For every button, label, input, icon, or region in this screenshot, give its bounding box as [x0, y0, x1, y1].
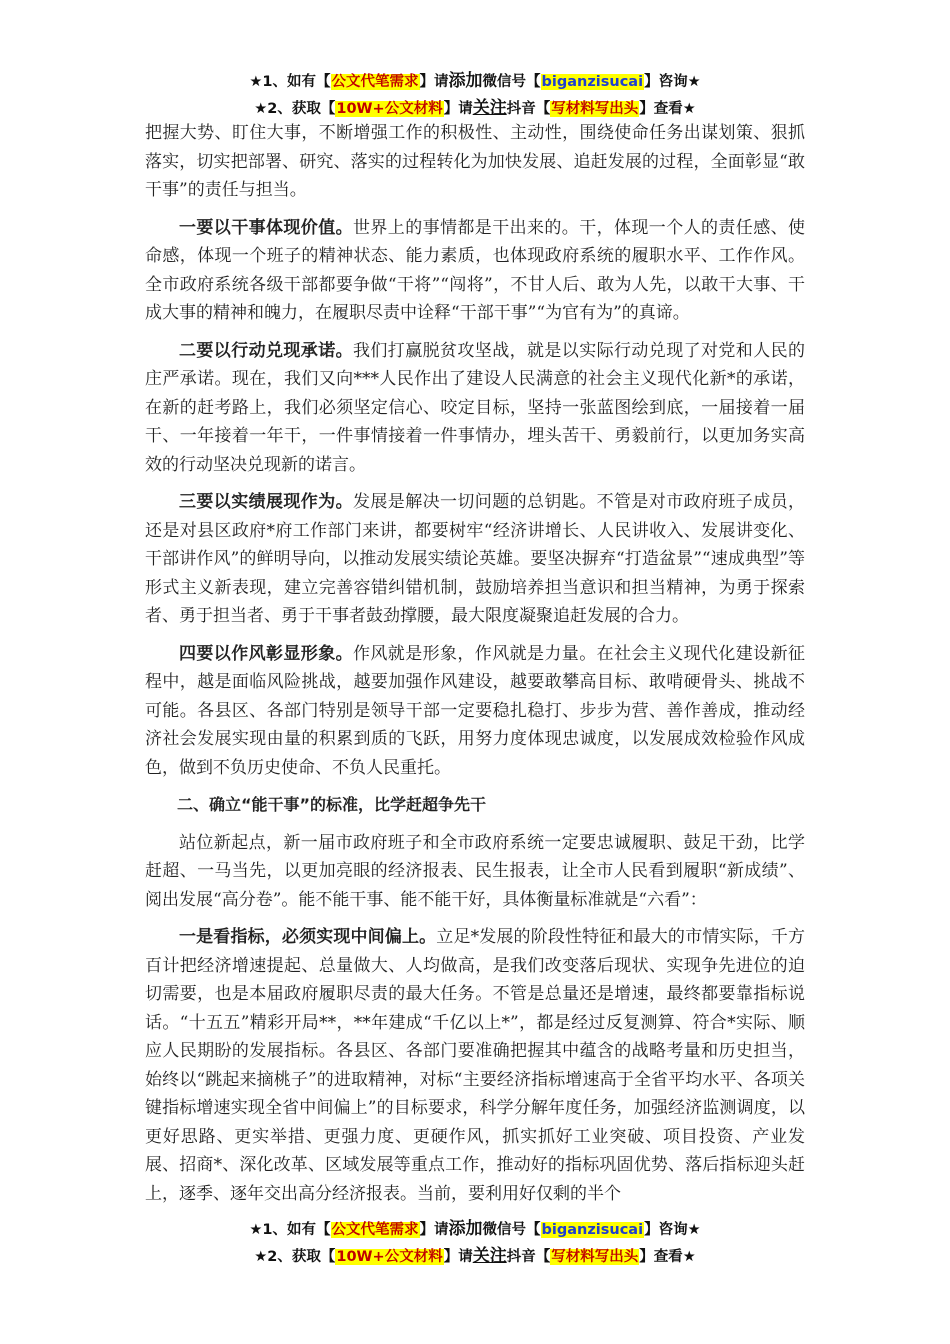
promo-text: 微信号【 [482, 1222, 541, 1238]
promo-highlight: 10W+公文材料 [336, 1249, 443, 1265]
paragraph: 把握大势、盯住大事，不断增强工作的积极性、主动性，围绕使命任务出谋划策、狠抓落实，切实把部署、研究、落实的过程转化为加快发展、追赶发展的过程，全面彰显“敢干事”的责任与担当。 [145, 123, 805, 200]
promo-banner-top [0, 68, 950, 122]
promo-highlight: 10W+公文材料 [336, 101, 443, 117]
wechat-id: biganzisucai [541, 74, 644, 90]
promo-text: 】咨询★ [644, 74, 701, 90]
paragraph [145, 488, 805, 631]
paragraph-lead: 二要以行动兑现承诺。 [179, 340, 353, 361]
douyin-account: 写材料写出头 [551, 1249, 639, 1265]
paragraph-text: 立足*发展的阶段性特征和最大的市情实际，千方百计把经济增速提起、总量做大、人均做高，是我们改变落后现状、实现争先进位的迫切需要，也是本届政府履职尽责的最大任务。不管是总量还是增速，最终都要靠指标说话。“十五五”精彩开局**，**年建成“千亿以上*”，都是经过反复测算、符合*实际、顺应人民期盼的发展指标。各县区、各部门要准确把握其中蕴含的战略考量和历史担当，始终以“跳起来摘桃子”的进取精神，对标“主要经济指标增速高于全省平均水平、各项关键指标增速实现全省中间偏上”的目标要求，科学分解年度任务，加强经济监测调度，以更好思路、更实举措、更强力度、更硬作风，抓实抓好工业突破、项目投资、产业发展、招商*、深化改革、区域发展等重点工作，推动好的指标巩固优势、落后指标迎头赶上，逐季、逐年交出高分经济报表。当前，要利用好仅剩的半个 [145, 927, 806, 1204]
promo-line-1 [0, 68, 950, 95]
paragraph-text: 发展是解决一切问题的总钥匙。不管是对市政府班子成员，还是对县区政府*府工作部门来讲，都要树牢“经济讲增长、人民讲收入、发展讲变化、干部讲作风”的鲜明导向，以推动发展实绩论英雄。要坚决摒弃“打造盆景”“速成典型”等形式主义新表现，建立完善容错纠错机制，鼓励培养担当意识和担当精神，为勇于探索者、勇于担当者、勇于干事者鼓劲撑腰，最大限度凝聚追赶发展的合力。 [145, 492, 805, 626]
promo-highlight: 公文代笔需求 [331, 74, 419, 90]
paragraph-text: 我们打赢脱贫攻坚战，就是以实际行动兑现了对党和人民的庄严承诺。现在，我们又向***人民作出了建设人民满意的社会主义现代化新*的承诺，在新的赶考路上，我们必须坚定信心、咬定目标，坚持一张蓝图绘到底，一届接着一届干、一年接着一年干，一件事情接着一件事情办，埋头苦干、勇毅前行，以更加务实高效的行动坚决兑现新的诺言。 [145, 340, 805, 475]
promo-text: 】咨询★ [644, 1222, 701, 1238]
promo-text: 抖音【 [506, 1249, 551, 1265]
promo-text: 微信号【 [482, 74, 541, 90]
promo-emphasis: 添加 [448, 71, 483, 91]
paragraph-lead: 三要以实绩展现作为。 [179, 492, 353, 512]
promo-emphasis: 添加 [448, 1219, 483, 1239]
promo-text: 】请 [419, 74, 449, 90]
promo-text: ★2、获取【 [254, 1249, 336, 1265]
promo-text: 】请 [443, 101, 473, 117]
paragraph [145, 923, 805, 1208]
paragraph [145, 337, 805, 480]
promo-banner-bottom [0, 1216, 950, 1270]
paragraph-lead: 一要以干事体现价值。 [179, 217, 353, 238]
promo-text: 】请 [443, 1249, 473, 1265]
promo-line-2 [0, 1243, 950, 1270]
paragraph-text: 世界上的事情都是干出来的。干，体现一个人的责任感、使命感，体现一个班子的精神状态、能力素质，也体现政府系统的履职水平、工作作风。全市政府系统各级干部都要争做“干将”“闯将”，不甘人后、敢为人先，以敢干大事、干成大事的精神和魄力，在履职尽责中诠释“干部干事”“为官有为”的真谛。 [145, 217, 805, 323]
wechat-id: biganzisucai [541, 1222, 644, 1238]
douyin-account: 写材料写出头 [551, 101, 639, 117]
promo-emphasis: 关注 [472, 98, 507, 118]
promo-highlight: 公文代笔需求 [331, 1222, 419, 1238]
paragraph: 站位新起点，新一届市政府班子和全市政府系统一定要忠诚履职、鼓足干劲，比学赶超、一马当先，以更加亮眼的经济报表、民生报表，让全市人民看到履职“新成绩”、阅出发展“高分卷”。能不能干事、能不能干好，具体衡量标准就是“六看”： [145, 832, 805, 910]
document-body [145, 119, 805, 1217]
paragraph-lead: 一是看指标，必须实现中间偏上。 [179, 927, 437, 947]
paragraph-text: 作风就是形象，作风就是力量。在社会主义现代化建设新征程中，越是面临风险挑战，越要加强作风建设，越要敢攀高目标、敢啃硬骨头、挑战不可能。各县区、各部门特别是领导干部一定要稳扎稳打、步步为营、善作善成，推动经济社会发展实现由量的积累到质的飞跃，用努力度体现忠诚度，以发展成效检验作风成色，做到不负历史使命、不负人民重托。 [145, 643, 805, 778]
section-heading: 二、确立“能干事”的标准，比学赶超争先干 [177, 795, 487, 814]
paragraph [145, 640, 805, 783]
promo-text: ★1、如有【 [249, 74, 331, 90]
promo-text: 抖音【 [506, 101, 551, 117]
paragraph-lead: 四要以作风彰显形象。 [179, 643, 353, 664]
promo-text: ★1、如有【 [249, 1222, 331, 1238]
promo-text: 】查看★ [639, 101, 696, 117]
promo-line-1 [0, 1216, 950, 1243]
promo-line-2 [0, 95, 950, 122]
promo-emphasis: 关注 [472, 1246, 507, 1266]
promo-text: 】请 [419, 1222, 449, 1238]
paragraph [145, 214, 805, 328]
promo-text: 】查看★ [639, 1249, 696, 1265]
promo-text: ★2、获取【 [254, 101, 336, 117]
